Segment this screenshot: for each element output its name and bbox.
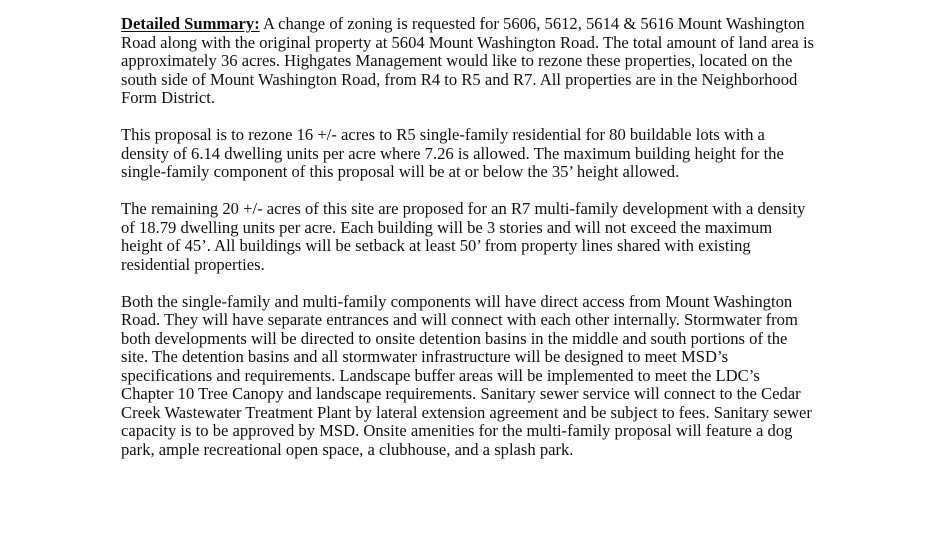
access-and-utilities-paragraph: Both the single-family and multi-family components will have direct access from Mount Washington Road. They will have separate entrances and will connect with each other internally. Stormwater from both developments will be directed to onsite detention basins in the middle and south portions of the site. The detention basins and all stormwater infrastructure will be designed to meet MSD’s specifications and requirements. Landscape buffer areas will be implemented to meet the LDC’s Chapter 10 Tree Canopy and landscape requirements. Sanitary sewer service will connect to the Cedar Creek Wastewater Treatment Plant by lateral extension agreement and be subject to fees. Sanitary sewer capacity is to be approved by MSD. Onsite amenities for the multi-family proposal will feature a dog park, ample recreational open space, a clubhouse, and a splash park. [121, 291, 812, 459]
summary-paragraph [121, 15, 815, 108]
summary-text: A change of zoning is requested for 5606, 5612, 5614 & 5616 Mount Washington Road along with the original property at 5604 Mount Washington Road. The total amount of land area is approximately 36 acres. Highgates Management would like to rezone these properties, located on the south side of Mount Washington Road, from R4 to R5 and R7. All properties are in the Neighborhood Form District. [121, 14, 815, 107]
document-page [121, 15, 815, 459]
single-family-paragraph: This proposal is to rezone 16 +/- acres to R5 single-family residential for 80 buildable lots with a density of 6.14 dwelling units per acre where 7.26 is allowed. The maximum building height for the single-family component of this proposal will be at or below the 35’ height allowed. [121, 125, 784, 181]
multi-family-paragraph: The remaining 20 +/- acres of this site are proposed for an R7 multi-family development with a density of 18.79 dwelling units per acre. Each building will be 3 stories and will not exceed the maximum height of 45’. All buildings will be setback at least 50’ from property lines shared with existing residential properties. [121, 199, 806, 274]
summary-label: Detailed Summary: [121, 14, 260, 33]
